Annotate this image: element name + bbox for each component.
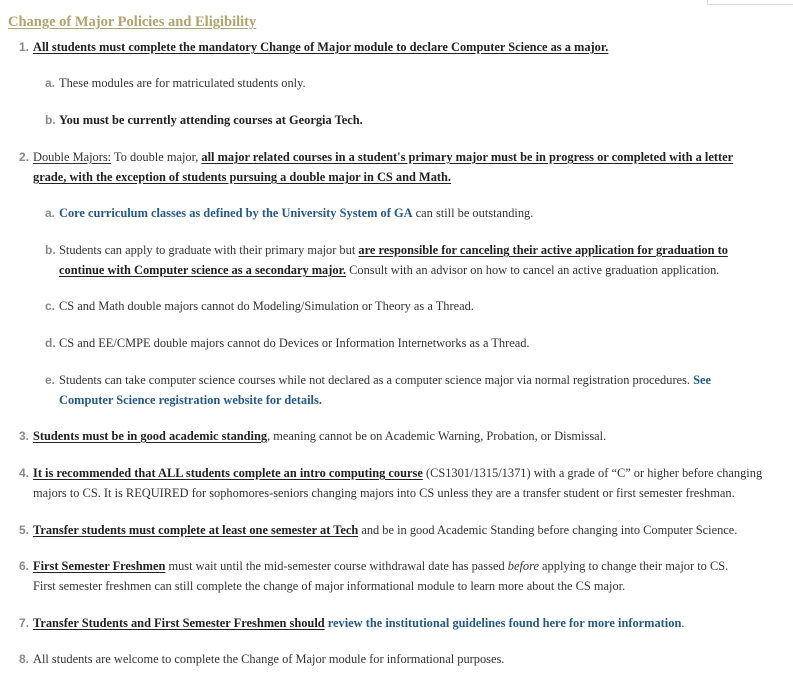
list-letter: a. — [45, 206, 56, 220]
list-number: 6. — [19, 559, 30, 573]
institutional-guidelines-link[interactable]: review the institutional guidelines found here for more information — [324, 616, 682, 630]
policy-emphasis: grade, with the exception of students pursuing a double major in CS and Math. — [33, 170, 452, 184]
list-number: 4. — [19, 466, 30, 480]
policy-emphasis: are responsible for canceling their active application for graduation to — [358, 243, 728, 257]
policy-text: majors to CS. It is REQUIRED for sophomores-seniors changing majors into CS unless they are a transfer student or first semester freshman. — [33, 486, 735, 500]
policy-text: , meaning cannot be on Academic Warning, Probation, or Dismissal. — [267, 429, 607, 443]
list-letter: e. — [45, 373, 56, 387]
policy-emphasis: Transfer students must complete at least one semester at Tech — [33, 523, 359, 537]
list-letter: c. — [45, 299, 56, 313]
list-number: 5. — [19, 523, 30, 537]
policy-emphasis: It is recommended that ALL students complete an intro computing course — [33, 466, 423, 480]
list-letter: a. — [45, 76, 56, 90]
policy-text: can still be outstanding. — [412, 206, 534, 220]
list-letter: b. — [45, 243, 56, 257]
list-letter: b. — [45, 113, 56, 127]
list-number: 7. — [19, 616, 30, 630]
policy-text: applying to change their major to CS. — [538, 559, 729, 573]
policy-emphasis: Students must be in good academic standing — [33, 429, 268, 443]
policy-emphasis: Transfer Students and First Semester Freshmen should — [33, 616, 325, 630]
top-right-box — [707, 0, 793, 5]
list-number: 3. — [19, 429, 30, 443]
policy-text: CS and Math double majors cannot do Modeling/Simulation or Theory as a Thread. — [59, 299, 474, 313]
policy-text: CS and EE/CMPE double majors cannot do Devices or Information Internetworks as a Thread. — [59, 336, 530, 350]
policy-text: must wait until the mid-semester course withdrawal date has passed — [165, 559, 508, 573]
registration-link[interactable]: See — [693, 373, 711, 387]
list-number: 1. — [19, 40, 30, 54]
policy-text: You must be currently attending courses at Georgia Tech. — [59, 113, 363, 127]
policy-text: All students must complete the mandatory Change of Major module to declare Computer Science as a major. — [33, 40, 609, 54]
policy-text: First semester freshmen can still complete the change of major informational module to learn more about the CS major. — [33, 579, 626, 593]
policy-emphasis: all major related courses in a student's primary major must be in progress or completed with a letter — [201, 150, 734, 164]
list-letter: d. — [45, 336, 56, 350]
policy-lead: Double Majors: — [33, 150, 112, 164]
policy-text: Consult with an advisor on how to cancel an active graduation application. — [346, 263, 720, 277]
policy-text: These modules are for matriculated students only. — [59, 76, 306, 90]
policy-text: To double major, — [111, 150, 202, 164]
policy-text: . — [681, 616, 685, 630]
policy-text: All students are welcome to complete the Change of Major module for informational purposes. — [33, 652, 505, 666]
policy-text: and be in good Academic Standing before changing into Computer Science. — [358, 523, 738, 537]
policy-emphasis: First Semester Freshmen — [33, 559, 166, 573]
policy-text: Students can take computer science courses while not declared as a computer science major via normal registration procedures. — [59, 373, 694, 387]
page-title: Change of Major Policies and Eligibility — [8, 14, 257, 30]
registration-link[interactable]: Computer Science registration website for details. — [59, 393, 322, 407]
list-number: 2. — [19, 150, 30, 164]
list-number: 8. — [19, 652, 30, 666]
core-curriculum-link[interactable]: Core curriculum classes as defined by the University System of GA — [59, 206, 413, 220]
policy-italic: before — [507, 559, 539, 573]
policy-emphasis: continue with Computer science as a secondary major. — [59, 263, 347, 277]
policy-text: Students can apply to graduate with their primary major but — [59, 243, 359, 257]
policy-text: (CS1301/1315/1371) with a grade of “C” or higher before changing — [422, 466, 763, 480]
